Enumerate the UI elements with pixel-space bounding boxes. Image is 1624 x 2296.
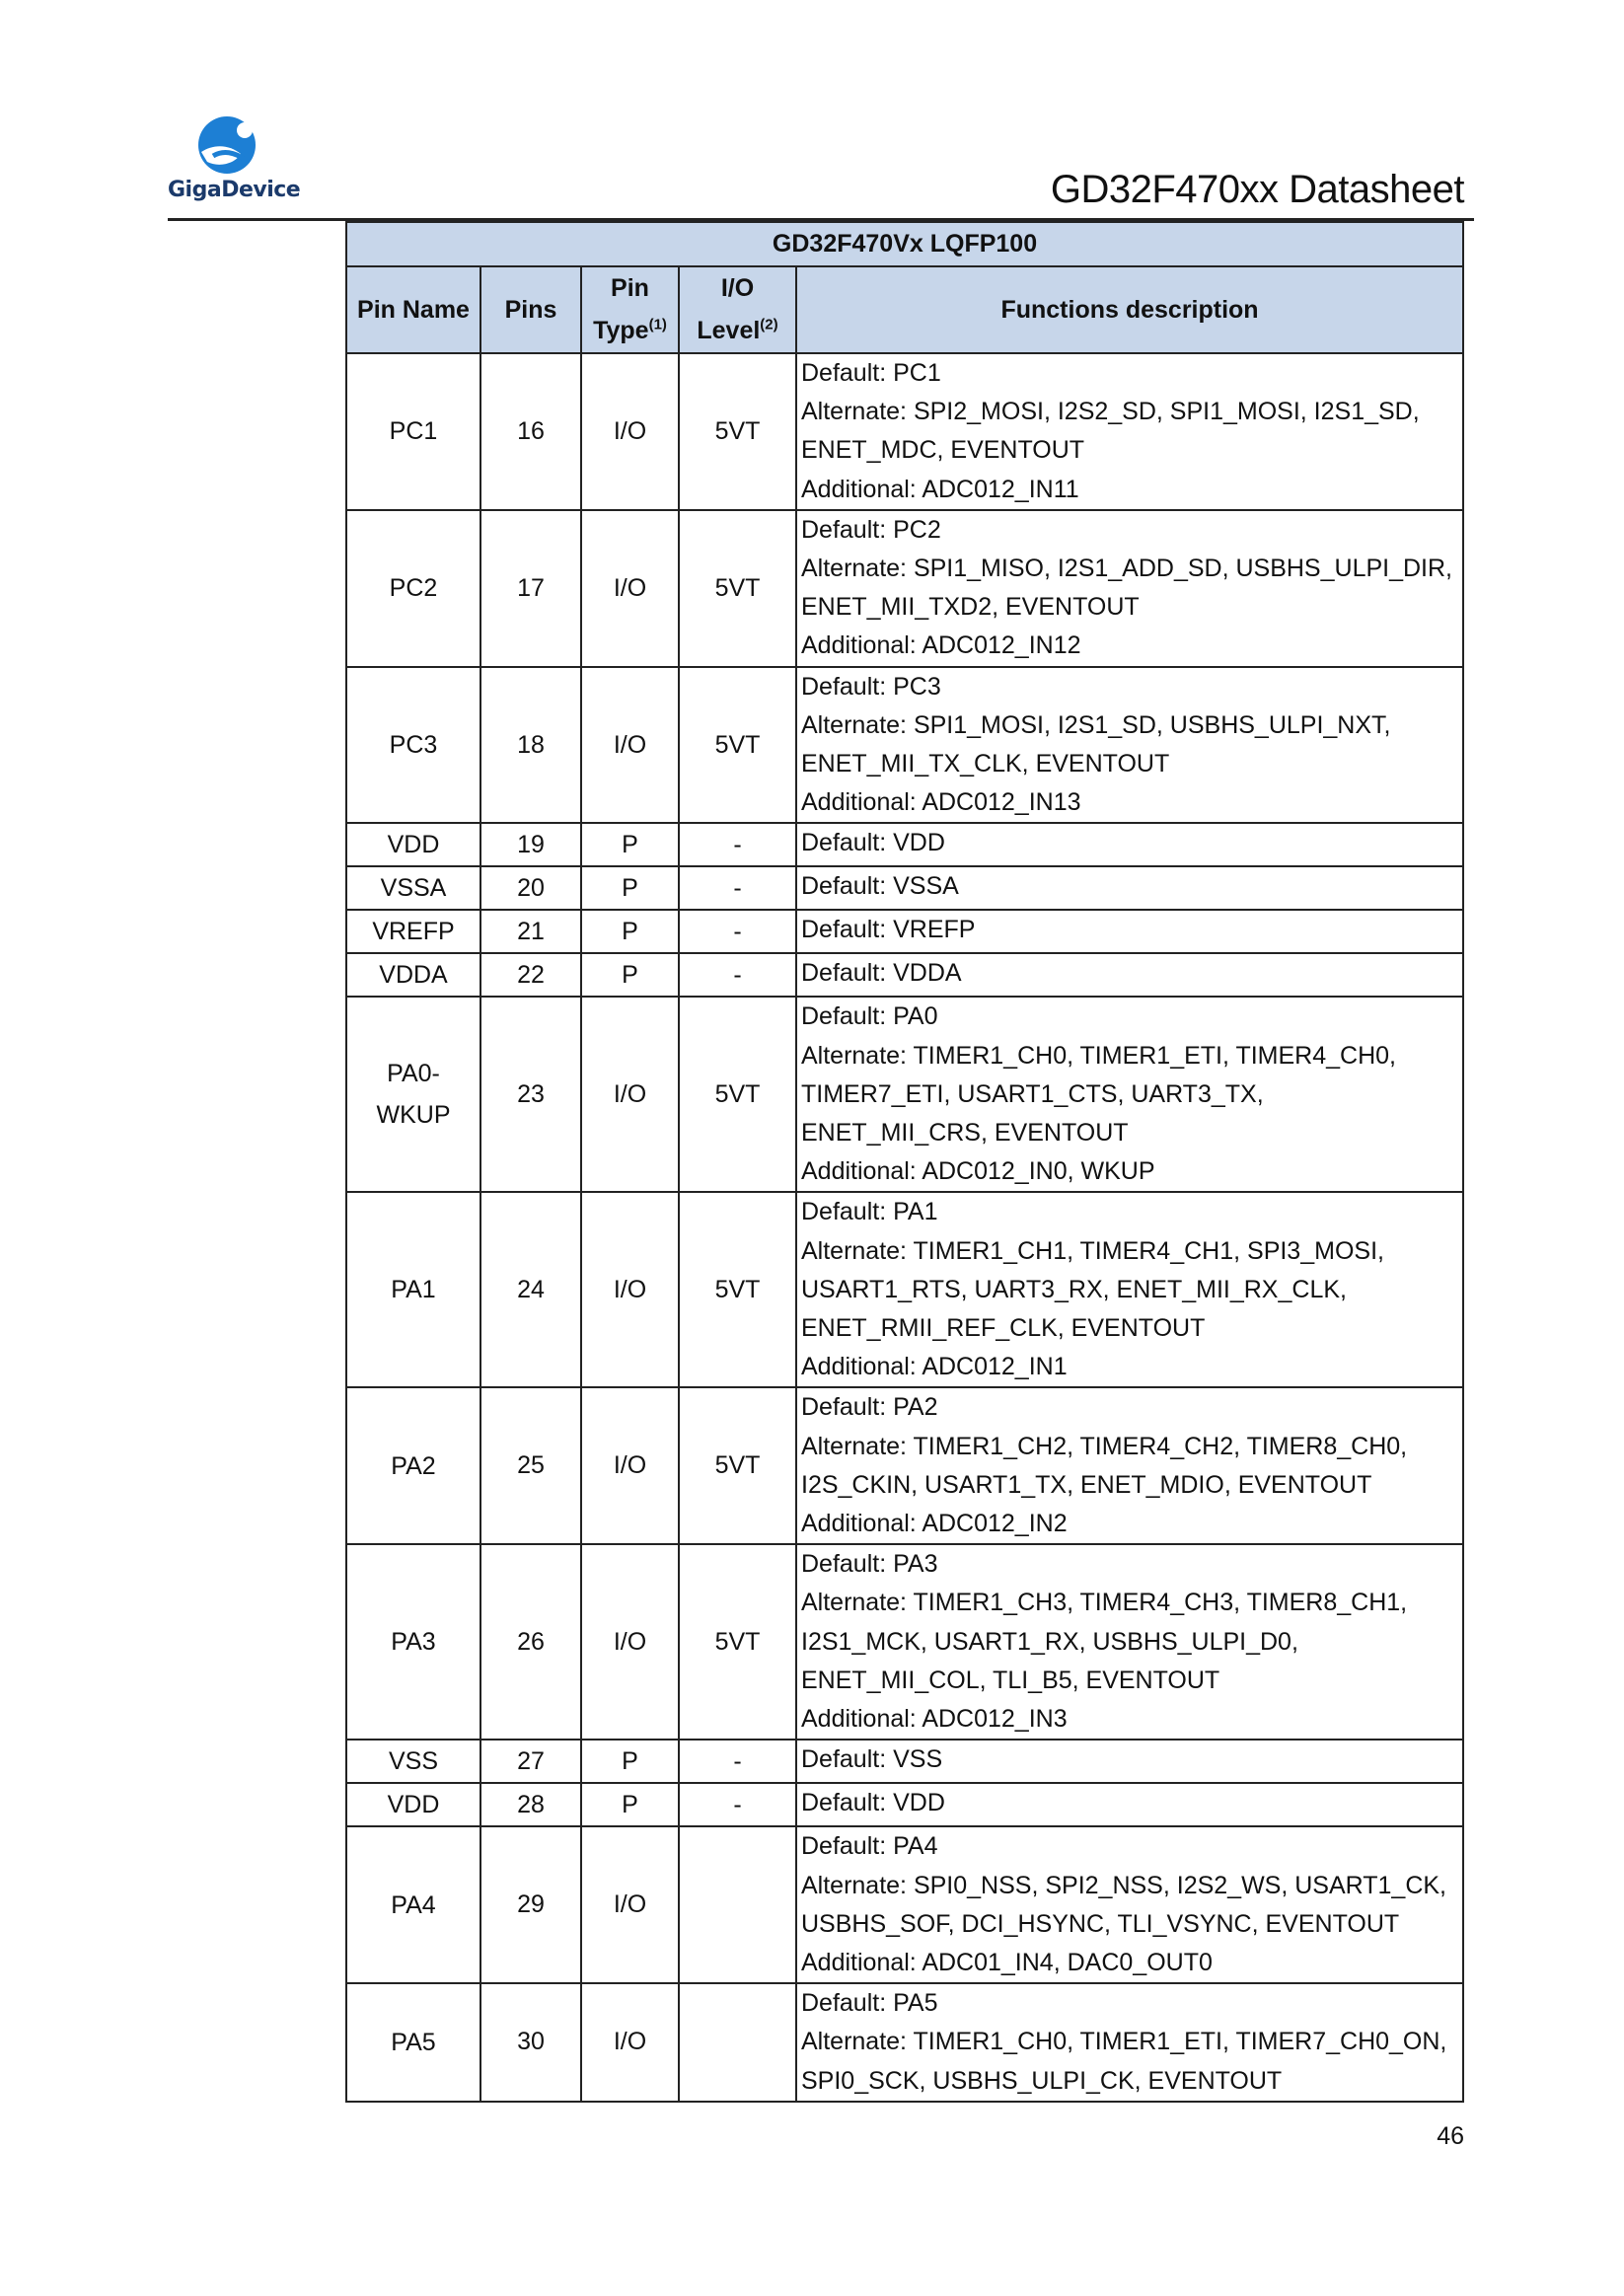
pin-name-text: VREFP bbox=[372, 918, 455, 946]
header-io-level-text: Level bbox=[697, 317, 761, 344]
pin-type-cell: P bbox=[581, 910, 679, 953]
function-line: Alternate: SPI2_MOSI, I2S2_SD, SPI1_MOSI, I2S1_SD, bbox=[801, 398, 1420, 426]
pin-type-cell: I/O bbox=[581, 510, 679, 667]
pin-name-text: PA3 bbox=[391, 1628, 436, 1657]
pin-name-text: PA0- bbox=[387, 1060, 440, 1088]
functions-description-cell bbox=[796, 353, 1463, 510]
function-line: Alternate: SPI1_MOSI, I2S1_SD, USBHS_ULPI_NXT, bbox=[801, 710, 1391, 739]
header-pin-type bbox=[581, 266, 679, 353]
pin-name-text: PA5 bbox=[391, 2028, 436, 2056]
pin-type-cell: P bbox=[581, 866, 679, 910]
pin-name-cell bbox=[346, 1983, 480, 2102]
function-line: Default: PC3 bbox=[801, 672, 941, 701]
pin-number-cell: 27 bbox=[480, 1740, 581, 1783]
functions-description-cell bbox=[796, 823, 1463, 866]
io-level-cell: - bbox=[679, 1740, 796, 1783]
header-functions-description: Functions description bbox=[796, 266, 1463, 353]
function-line: Alternate: SPI0_NSS, SPI2_NSS, I2S2_WS, USART1_CK, bbox=[801, 1871, 1447, 1899]
io-level-cell: - bbox=[679, 910, 796, 953]
io-level-cell: 5VT bbox=[679, 1544, 796, 1740]
functions-description-cell bbox=[796, 1783, 1463, 1826]
logo-text: GigaDevice bbox=[168, 178, 301, 202]
functions-description-cell bbox=[796, 1544, 1463, 1740]
footnote-ref-1: (1) bbox=[648, 316, 667, 333]
io-level-cell: - bbox=[679, 1783, 796, 1826]
io-level-cell: - bbox=[679, 823, 796, 866]
function-line: TIMER7_ETI, USART1_CTS, UART3_TX, bbox=[801, 1079, 1264, 1108]
io-level-cell bbox=[679, 1826, 796, 1983]
table-row bbox=[346, 823, 1463, 866]
function-line: Alternate: SPI1_MISO, I2S1_ADD_SD, USBHS_ULPI_DIR, bbox=[801, 555, 1452, 583]
pin-number-cell: 29 bbox=[480, 1826, 581, 1983]
pin-number-cell: 24 bbox=[480, 1192, 581, 1387]
io-level-cell: 5VT bbox=[679, 1387, 796, 1544]
io-level-cell: 5VT bbox=[679, 997, 796, 1192]
pin-name-text: PA1 bbox=[391, 1276, 436, 1304]
function-line: Default: VSS bbox=[801, 1745, 943, 1774]
pin-number-cell: 20 bbox=[480, 866, 581, 910]
io-level-cell: 5VT bbox=[679, 1192, 796, 1387]
pin-number-cell: 21 bbox=[480, 910, 581, 953]
function-line: Default: PC1 bbox=[801, 359, 941, 387]
pin-name-cell bbox=[346, 1387, 480, 1544]
gigadevice-logo bbox=[168, 114, 301, 202]
function-line: Alternate: TIMER1_CH2, TIMER4_CH2, TIMER8_CH0, bbox=[801, 1432, 1408, 1460]
table-row bbox=[346, 1740, 1463, 1783]
table-row bbox=[346, 1192, 1463, 1387]
table-caption: GD32F470Vx LQFP100 bbox=[346, 222, 1463, 266]
io-level-cell: - bbox=[679, 953, 796, 997]
pin-type-cell: I/O bbox=[581, 997, 679, 1192]
pin-name-text: PC2 bbox=[389, 574, 438, 603]
table-row bbox=[346, 510, 1463, 667]
function-line: Additional: ADC012_IN1 bbox=[801, 1353, 1068, 1381]
function-line: Default: PA5 bbox=[801, 1989, 938, 2018]
pin-name-text: PC3 bbox=[389, 731, 438, 760]
function-line: Additional: ADC012_IN13 bbox=[801, 788, 1081, 817]
table-body bbox=[346, 353, 1463, 2102]
table-row bbox=[346, 1983, 1463, 2102]
function-line: I2S_CKIN, USART1_TX, ENET_MDIO, EVENTOUT bbox=[801, 1470, 1372, 1499]
table-caption-row bbox=[346, 222, 1463, 266]
io-level-cell: 5VT bbox=[679, 667, 796, 824]
pin-name-cell bbox=[346, 1192, 480, 1387]
header-pin-type-line1: Pin bbox=[611, 274, 649, 302]
functions-description-cell bbox=[796, 1387, 1463, 1544]
pin-number-cell: 16 bbox=[480, 353, 581, 510]
header-pin-type-text: Type bbox=[593, 317, 649, 344]
function-line: Alternate: TIMER1_CH0, TIMER1_ETI, TIMER7_CH0_ON, bbox=[801, 2028, 1447, 2056]
function-line: Default: VREFP bbox=[801, 916, 976, 944]
table-row bbox=[346, 1544, 1463, 1740]
pin-type-cell: P bbox=[581, 1740, 679, 1783]
function-line: Additional: ADC012_IN0, WKUP bbox=[801, 1157, 1155, 1186]
function-line: I2S1_MCK, USART1_RX, USBHS_ULPI_D0, bbox=[801, 1627, 1298, 1656]
function-line: Default: PA0 bbox=[801, 1002, 938, 1031]
pin-name-text: PA2 bbox=[391, 1451, 436, 1480]
pin-name-cell bbox=[346, 910, 480, 953]
io-level-cell bbox=[679, 1983, 796, 2102]
function-line: ENET_MII_TXD2, EVENTOUT bbox=[801, 593, 1140, 622]
function-line: Alternate: TIMER1_CH3, TIMER4_CH3, TIMER8_CH1, bbox=[801, 1589, 1408, 1617]
functions-description-cell bbox=[796, 997, 1463, 1192]
table-row bbox=[346, 997, 1463, 1192]
pin-type-cell: P bbox=[581, 1783, 679, 1826]
pin-name-text: PC1 bbox=[389, 417, 438, 446]
function-line: Default: PC2 bbox=[801, 515, 941, 544]
table-row bbox=[346, 1826, 1463, 1983]
function-line: Default: VDD bbox=[801, 829, 945, 857]
pin-number-cell: 18 bbox=[480, 667, 581, 824]
pin-name-text: VDD bbox=[387, 1791, 440, 1819]
table-row bbox=[346, 1387, 1463, 1544]
function-line: Default: VDDA bbox=[801, 959, 962, 988]
pin-type-cell: I/O bbox=[581, 1192, 679, 1387]
table-row bbox=[346, 1783, 1463, 1826]
header-pin-name: Pin Name bbox=[346, 266, 480, 353]
pin-name-cell bbox=[346, 1826, 480, 1983]
pin-number-cell: 28 bbox=[480, 1783, 581, 1826]
pin-name-cell bbox=[346, 510, 480, 667]
gigadevice-logo-icon bbox=[195, 114, 258, 176]
pin-definition-table bbox=[345, 221, 1464, 2103]
pin-type-cell: I/O bbox=[581, 1387, 679, 1544]
function-line: ENET_MDC, EVENTOUT bbox=[801, 436, 1085, 465]
function-line: Default: PA1 bbox=[801, 1198, 938, 1226]
document-title: GD32F470xx Datasheet bbox=[1050, 168, 1464, 211]
functions-description-cell bbox=[796, 866, 1463, 910]
pin-number-cell: 19 bbox=[480, 823, 581, 866]
function-line: Additional: ADC01_IN4, DAC0_OUT0 bbox=[801, 1948, 1213, 1976]
pin-name-cell bbox=[346, 866, 480, 910]
pin-name-cell bbox=[346, 953, 480, 997]
header-io-level bbox=[679, 266, 796, 353]
pin-name-cell bbox=[346, 1783, 480, 1826]
pin-name-cell bbox=[346, 353, 480, 510]
pin-name-cell bbox=[346, 1544, 480, 1740]
table-row bbox=[346, 910, 1463, 953]
function-line: ENET_MII_COL, TLI_B5, EVENTOUT bbox=[801, 1666, 1220, 1694]
function-line: Default: VDD bbox=[801, 1789, 945, 1817]
pin-type-cell: I/O bbox=[581, 1983, 679, 2102]
functions-description-cell bbox=[796, 510, 1463, 667]
pin-number-cell: 26 bbox=[480, 1544, 581, 1740]
header-pins: Pins bbox=[480, 266, 581, 353]
function-line: Alternate: TIMER1_CH1, TIMER4_CH1, SPI3_MOSI, bbox=[801, 1236, 1384, 1265]
function-line: Additional: ADC012_IN12 bbox=[801, 631, 1081, 660]
function-line: ENET_MII_CRS, EVENTOUT bbox=[801, 1119, 1129, 1148]
pin-type-cell: I/O bbox=[581, 667, 679, 824]
pin-type-cell: I/O bbox=[581, 1826, 679, 1983]
functions-description-cell bbox=[796, 1192, 1463, 1387]
function-line: Default: PA4 bbox=[801, 1832, 938, 1861]
function-line: Alternate: TIMER1_CH0, TIMER1_ETI, TIMER4_CH0, bbox=[801, 1041, 1396, 1070]
pin-name-text: VDD bbox=[387, 831, 440, 859]
function-line: SPI0_SCK, USBHS_ULPI_CK, EVENTOUT bbox=[801, 2066, 1283, 2095]
function-line: Default: PA2 bbox=[801, 1393, 938, 1422]
header-pin-type-line2 bbox=[582, 310, 678, 352]
pin-number-cell: 25 bbox=[480, 1387, 581, 1544]
table-row bbox=[346, 667, 1463, 824]
function-line: Additional: ADC012_IN3 bbox=[801, 1705, 1068, 1734]
pin-number-cell: 22 bbox=[480, 953, 581, 997]
function-line: ENET_RMII_REF_CLK, EVENTOUT bbox=[801, 1314, 1206, 1343]
table-row bbox=[346, 866, 1463, 910]
pin-type-cell: I/O bbox=[581, 1544, 679, 1740]
table-row bbox=[346, 953, 1463, 997]
functions-description-cell bbox=[796, 1740, 1463, 1783]
pin-number-cell: 17 bbox=[480, 510, 581, 667]
table-header-row bbox=[346, 266, 1463, 353]
pin-name-text: VDDA bbox=[379, 961, 448, 990]
functions-description-cell bbox=[796, 953, 1463, 997]
pin-name-cell bbox=[346, 823, 480, 866]
pin-name-text: VSS bbox=[388, 1747, 439, 1776]
io-level-cell: 5VT bbox=[679, 353, 796, 510]
function-line: Default: VSSA bbox=[801, 872, 959, 901]
function-line: Default: PA3 bbox=[801, 1550, 938, 1579]
pin-name-text: VSSA bbox=[380, 874, 447, 903]
header-io-level-line2 bbox=[680, 310, 795, 352]
functions-description-cell bbox=[796, 1826, 1463, 1983]
io-level-cell: - bbox=[679, 866, 796, 910]
table-row bbox=[346, 353, 1463, 510]
function-line: Additional: ADC012_IN2 bbox=[801, 1510, 1068, 1538]
functions-description-cell bbox=[796, 667, 1463, 824]
pin-number-cell: 23 bbox=[480, 997, 581, 1192]
header-io-level-line1: I/O bbox=[720, 274, 755, 302]
function-line: ENET_MII_TX_CLK, EVENTOUT bbox=[801, 750, 1170, 778]
pin-number-cell: 30 bbox=[480, 1983, 581, 2102]
pin-name-text: WKUP bbox=[376, 1101, 451, 1130]
pin-name-cell bbox=[346, 997, 480, 1192]
pin-name-cell bbox=[346, 667, 480, 824]
footnote-ref-2: (2) bbox=[760, 316, 778, 333]
functions-description-cell bbox=[796, 1983, 1463, 2102]
pin-type-cell: P bbox=[581, 823, 679, 866]
function-line: USART1_RTS, UART3_RX, ENET_MII_RX_CLK, bbox=[801, 1275, 1347, 1303]
function-line: USBHS_SOF, DCI_HSYNC, TLI_VSYNC, EVENTOUT bbox=[801, 1909, 1400, 1938]
pin-type-cell: I/O bbox=[581, 353, 679, 510]
pin-name-text: PA4 bbox=[391, 1890, 436, 1919]
functions-description-cell bbox=[796, 910, 1463, 953]
function-line: Additional: ADC012_IN11 bbox=[801, 475, 1079, 503]
pin-type-cell: P bbox=[581, 953, 679, 997]
pin-name-cell bbox=[346, 1740, 480, 1783]
page-number: 46 bbox=[1437, 2122, 1464, 2150]
io-level-cell: 5VT bbox=[679, 510, 796, 667]
